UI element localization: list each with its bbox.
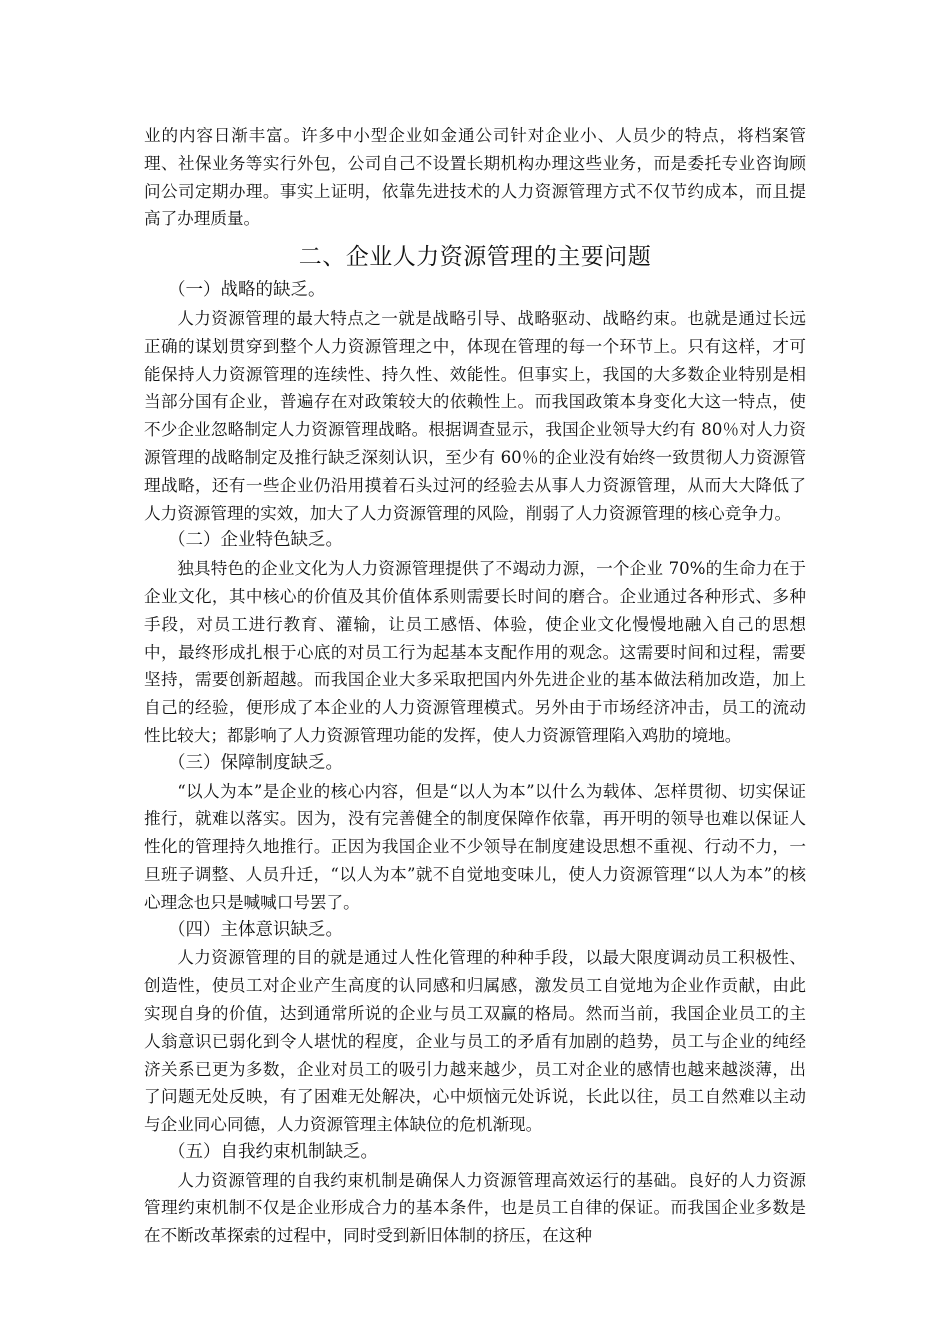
subsection-heading-3: （三）保障制度缺乏。	[168, 752, 343, 773]
subsection-paragraph-5: 人力资源管理的自我约束机制是确保人力资源管理高效运行的基础。良好的人力资源管理约束机制不仅是企业形成合力的基本条件，也是员工自律的保证。而我国企业多数是在不断改革探索的过程中，同时受到新旧体制的挤压，在这种	[144, 1170, 806, 1246]
section-title: 二、企业人力资源管理的主要问题	[298, 244, 652, 271]
subsection-heading-5: （五）自我约束机制缺乏。	[168, 1141, 378, 1162]
subsection-heading-2: （二）企业特色缺乏。	[168, 530, 343, 551]
subsection-paragraph-1: 人力资源管理的最大特点之一就是战略引导、战略驱动、战略约束。也就是通过长远正确的谋划贯穿到整个人力资源管理之中，体现在管理的每一个环节上。只有这样，才可能保持人力资源管理的连续性、持久性、效能性。但事实上，我国的大多数企业特别是相当部分国有企业，普遍存在对政策较大的依赖性上。而我国政策本身变化大这一特点，使不少企业忽略制定人力资源管理战略。根据调查显示，我国企业领导大约有 80％对人力资源管理的战略制定及推行缺乏深刻认识，至少有 60％的企业没有始终一致贯彻人力资源管理战略，还有一些企业仍沿用摸着石头过河的经验去从事人力资源管理，从而大大降低了人力资源管理的实效，加大了人力资源管理的风险，削弱了人力资源管理的核心竞争力。	[144, 308, 806, 523]
intro-paragraph: 业的内容日渐丰富。许多中小型企业如金通公司针对企业小、人员少的特点，将档案管理、社保业务等实行外包，公司自己不设置长期机构办理这些业务，而是委托专业咨询顾问公司定期办理。事实上证明，依靠先进技术的人力资源管理方式不仅节约成本，而且提高了办理质量。	[144, 126, 806, 229]
document-page	[144, 122, 806, 1250]
subsection-paragraph-2: 独具特色的企业文化为人力资源管理提供了不竭动力源，一个企业 70%的生命力在于企业文化，其中核心的价值及其价值体系则需要长时间的磨合。企业通过各种形式、多种手段，对员工进行教育、灌输，让员工感悟、体验，使企业文化慢慢地融入自己的思想中，最终形成扎根于心底的对员工行为起基本支配作用的观念。这需要时间和过程，需要坚持，需要创新超越。而我国企业大多采取把国内外先进企业的基本做法稍加改造，加上自己的经验，便形成了本企业的人力资源管理模式。另外由于市场经济冲击，员工的流动性比较大；都影响了人力资源管理功能的发挥，使人力资源管理陷入鸡肋的境地。	[144, 559, 806, 745]
subsection-heading-1: （一）战略的缺乏。	[168, 280, 326, 301]
subsection-paragraph-4: 人力资源管理的目的就是通过人性化管理的种种手段，以最大限度调动员工积极性、创造性，使员工对企业产生高度的认同感和归属感，激发员工自觉地为企业作贡献，由此实现自身的价值，达到通常所说的企业与员工双赢的格局。然而当前，我国企业员工的主人翁意识已弱化到令人堪忧的程度，企业与员工的矛盾有加剧的趋势，员工与企业的纯经济关系已更为多数，企业对员工的吸引力越来越少，员工对企业的感情也越来越淡薄，出了问题无处反映，有了困难无处解决，心中烦恼元处诉说，长此以往，员工自然难以主动与企业同心同德，人力资源管理主体缺位的危机渐现。	[144, 948, 806, 1135]
subsection-paragraph-3: “以人为本”是企业的核心内容，但是“以人为本”以什么为载体、怎样贯彻、切实保证推行，就难以落实。因为，没有完善健全的制度保障作依靠，再开明的领导也难以保证人性化的管理持久地推行。正因为我国企业不少领导在制度建设思想不重视、行动不力，一旦班子调整、人员升迁，“以人为本”就不自觉地变味儿，使人力资源管理“以人为本”的核心理念也只是喊喊口号罢了。	[144, 781, 806, 912]
subsection-heading-4: （四）主体意识缺乏。	[168, 919, 343, 940]
